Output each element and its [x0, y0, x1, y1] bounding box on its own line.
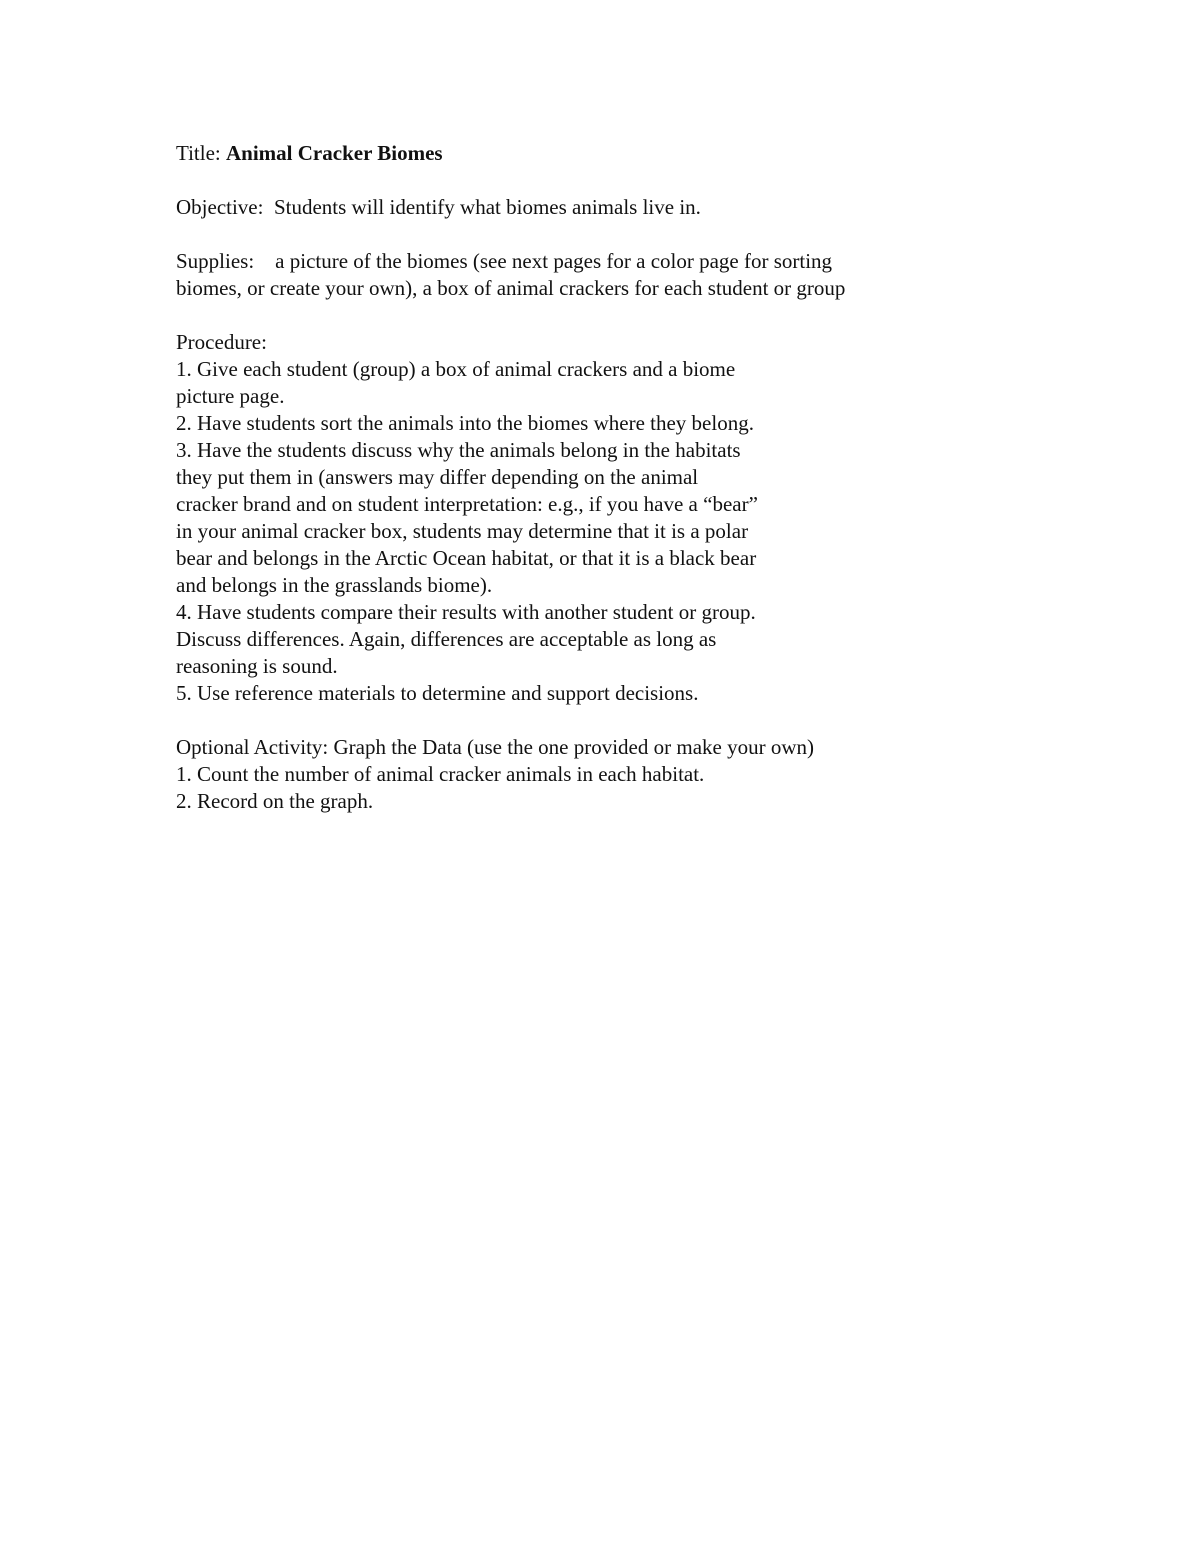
- procedure-line: picture page.: [176, 384, 285, 408]
- procedure-line: 2. Have students sort the animals into the biomes where they belong.: [176, 411, 754, 435]
- procedure-line: reasoning is sound.: [176, 654, 338, 678]
- supplies-section: [176, 248, 1156, 302]
- procedure-line: 5. Use reference materials to determine and support decisions.: [176, 681, 699, 705]
- procedure-section: [176, 329, 1156, 707]
- objective-line: [176, 194, 1156, 221]
- document-title: Animal Cracker Biomes: [226, 141, 443, 165]
- optional-activity-line: 2. Record on the graph.: [176, 789, 374, 813]
- procedure-line: in your animal cracker box, students may determine that it is a polar: [176, 519, 749, 543]
- supplies-line: biomes, or create your own), a box of animal crackers for each student or group: [176, 276, 846, 300]
- title-line: [176, 140, 1156, 167]
- procedure-heading: Procedure:: [176, 330, 267, 354]
- procedure-line: 1. Give each student (group) a box of animal crackers and a biome: [176, 357, 736, 381]
- procedure-line: bear and belongs in the Arctic Ocean habitat, or that it is a black bear: [176, 546, 757, 570]
- objective-text: Students will identify what biomes animals live in.: [273, 195, 701, 219]
- procedure-line: and belongs in the grasslands biome).: [176, 573, 493, 597]
- optional-activity-line: 1. Count the number of animal cracker animals in each habitat.: [176, 762, 705, 786]
- objective-section: [176, 194, 1156, 221]
- procedure-line: they put them in (answers may differ depending on the animal: [176, 465, 699, 489]
- objective-label: Objective:: [176, 195, 274, 219]
- procedure-line: cracker brand and on student interpretation: e.g., if you have a “bear”: [176, 492, 758, 516]
- supplies-line: Supplies: a picture of the biomes (see next pages for a color page for sorting: [176, 249, 833, 273]
- procedure-line: 4. Have students compare their results with another student or group.: [176, 600, 756, 624]
- procedure-line: Discuss differences. Again, differences are acceptable as long as: [176, 627, 717, 651]
- title-label: Title:: [176, 141, 226, 165]
- optional-activity-section: [176, 734, 1156, 815]
- optional-activity-heading: Optional Activity: Graph the Data (use the one provided or make your own): [176, 735, 814, 759]
- procedure-line: 3. Have the students discuss why the animals belong in the habitats: [176, 438, 741, 462]
- document-page: [176, 140, 1156, 815]
